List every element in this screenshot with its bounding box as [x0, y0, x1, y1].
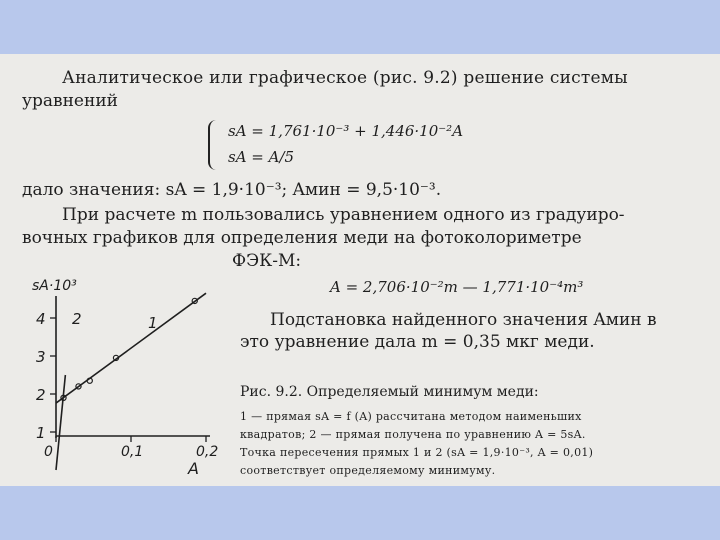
figure-caption-line-1: 1 — прямая sA = f (A) рассчитана методом наименьших: [240, 410, 582, 423]
equation-3: A = 2,706·10⁻²m — 1,771·10⁻⁴m³: [330, 278, 584, 296]
y-tick-label-4: 4: [36, 310, 46, 328]
y-tick-label-2: 2: [36, 386, 46, 404]
equation-2: sA = A/5: [228, 148, 295, 166]
figure-caption-line-4: соответствует определяемому минимуму.: [240, 464, 496, 477]
series-line-2: [56, 375, 65, 470]
x-tick-label-0: 0: [44, 444, 53, 460]
page-scan: [0, 54, 720, 486]
y-tick-label-3: 3: [36, 348, 46, 366]
paragraph-3-line-1: Подстановка найденного значения Aмин в: [270, 310, 657, 330]
series-label-1: 1: [148, 314, 158, 332]
result-line: дало значения: sA = 1,9·10⁻³; Aмин = 9,5·10⁻³.: [22, 180, 442, 200]
system-brace: [208, 120, 220, 170]
series-label-2: 2: [72, 310, 82, 328]
y-tick-label-1: 1: [36, 424, 46, 442]
paragraph-2-line-2: вочных графиков для определения меди на фотоколориметре: [22, 228, 582, 248]
paragraph-2-line-1: При расчете m пользовались уравнением одного из градуиро-: [62, 205, 625, 225]
x-axis-label: A: [188, 459, 199, 478]
x-tick-label-2: 0,2: [196, 444, 219, 460]
y-axis-label: sA·10³: [32, 278, 77, 294]
paragraph-1-line-2: уравнений: [22, 91, 118, 111]
equation-1: sA = 1,761·10⁻³ + 1,446·10⁻²A: [228, 122, 464, 140]
paragraph-3-line-2: это уравнение дала m = 0,35 мкг меди.: [240, 332, 595, 352]
figure-caption-title: Рис. 9.2. Определяемый минимум меди:: [240, 384, 539, 400]
figure-9-2-chart: [10, 266, 220, 480]
x-tick-label-1: 0,1: [121, 444, 144, 460]
paragraph-2-line-3: ФЭК-М:: [232, 251, 302, 271]
figure-caption-line-2: квадратов; 2 — прямая получена по уравнению A = 5sA.: [240, 428, 586, 441]
paragraph-1-line-1: Аналитическое или графическое (рис. 9.2) решение системы: [62, 68, 628, 88]
figure-caption-line-3: Точка пересечения прямых 1 и 2 (sA = 1,9·10⁻³, A = 0,01): [240, 446, 594, 459]
